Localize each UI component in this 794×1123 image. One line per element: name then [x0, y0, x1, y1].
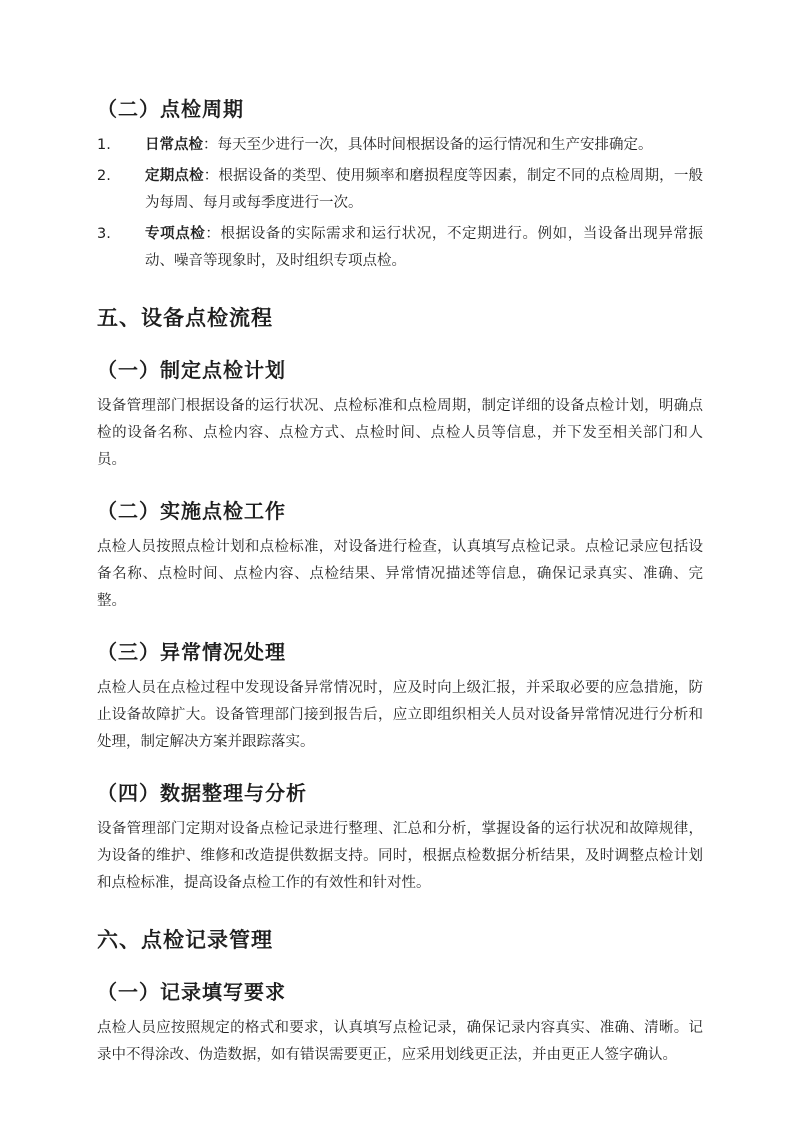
- list-number: 1.: [97, 137, 111, 153]
- list-text: 根据设备的实际需求和运行状况，不定期进行。例如，当设备出现异常振动、噪音等现象时，及时组织专项点检。: [145, 226, 704, 269]
- list-separator: ：: [203, 168, 219, 184]
- list-item-daily: [97, 132, 703, 159]
- list-separator: ：: [205, 226, 221, 242]
- list-item-periodic: [97, 163, 703, 217]
- heading-inspection-cycle: （二）点检周期: [97, 97, 244, 121]
- paragraph-make-plan: 设备管理部门根据设备的运行状况、点检标准和点检周期，制定详细的设备点检计划，明确点检的设备名称、点检内容、点检方式、点检时间、点检人员等信息，并下发至相关部门和人员。: [97, 398, 703, 468]
- paragraph-filling-requirements: 点检人员应按照规定的格式和要求，认真填写点检记录，确保记录内容真实、准确、清晰。记录中不得涂改、伪造数据，如有错误需要更正，应采用划线更正法，并由更正人签字确认。: [97, 1020, 703, 1063]
- list-item-special: [97, 221, 703, 275]
- paragraph-analysis: 设备管理部门定期对设备点检记录进行整理、汇总和分析，掌握设备的运行状况和故障规律，为设备的维护、维修和改造提供数据支持。同时，根据点检数据分析结果，及时调整点检计划和点检标准，提高设备点检工作的有效性和针对性。: [97, 821, 703, 891]
- list-text: 每天至少进行一次，具体时间根据设备的运行情况和生产安排确定。: [217, 137, 653, 153]
- list-text: 根据设备的类型、使用频率和磨损程度等因素，制定不同的点检周期，一般为每周、每月或每季度进行一次。: [145, 168, 704, 211]
- inspection-cycle-list: [97, 132, 703, 275]
- document-page: [97, 92, 703, 1069]
- heading-analysis: （四）数据整理与分析: [97, 781, 307, 805]
- list-number: 3.: [97, 226, 111, 242]
- heading-make-plan: （一）制定点检计划: [97, 358, 286, 382]
- list-number: 2.: [97, 168, 111, 184]
- paragraph-implement: 点检人员按照点检计划和点检标准，对设备进行检查，认真填写点检记录。点检记录应包括设备名称、点检时间、点检内容、点检结果、异常情况描述等信息，确保记录真实、准确、完整。: [97, 539, 703, 609]
- list-term: 日常点检: [145, 137, 203, 153]
- heading-record-management: 六、点检记录管理: [97, 928, 273, 952]
- list-term: 专项点检: [145, 226, 206, 242]
- list-separator: ：: [203, 137, 218, 153]
- heading-abnormal: （三）异常情况处理: [97, 640, 286, 664]
- list-term: 定期点检: [145, 168, 204, 184]
- paragraph-abnormal: 点检人员在点检过程中发现设备异常情况时，应及时向上级汇报，并采取必要的应急措施，防止设备故障扩大。设备管理部门接到报告后，应立即组织相关人员对设备异常情况进行分析和处理，制定解决方案并跟踪落实。: [97, 680, 703, 750]
- heading-inspection-process: 五、设备点检流程: [97, 306, 273, 330]
- heading-filling-requirements: （一）记录填写要求: [97, 980, 286, 1004]
- heading-implement: （二）实施点检工作: [97, 499, 286, 523]
